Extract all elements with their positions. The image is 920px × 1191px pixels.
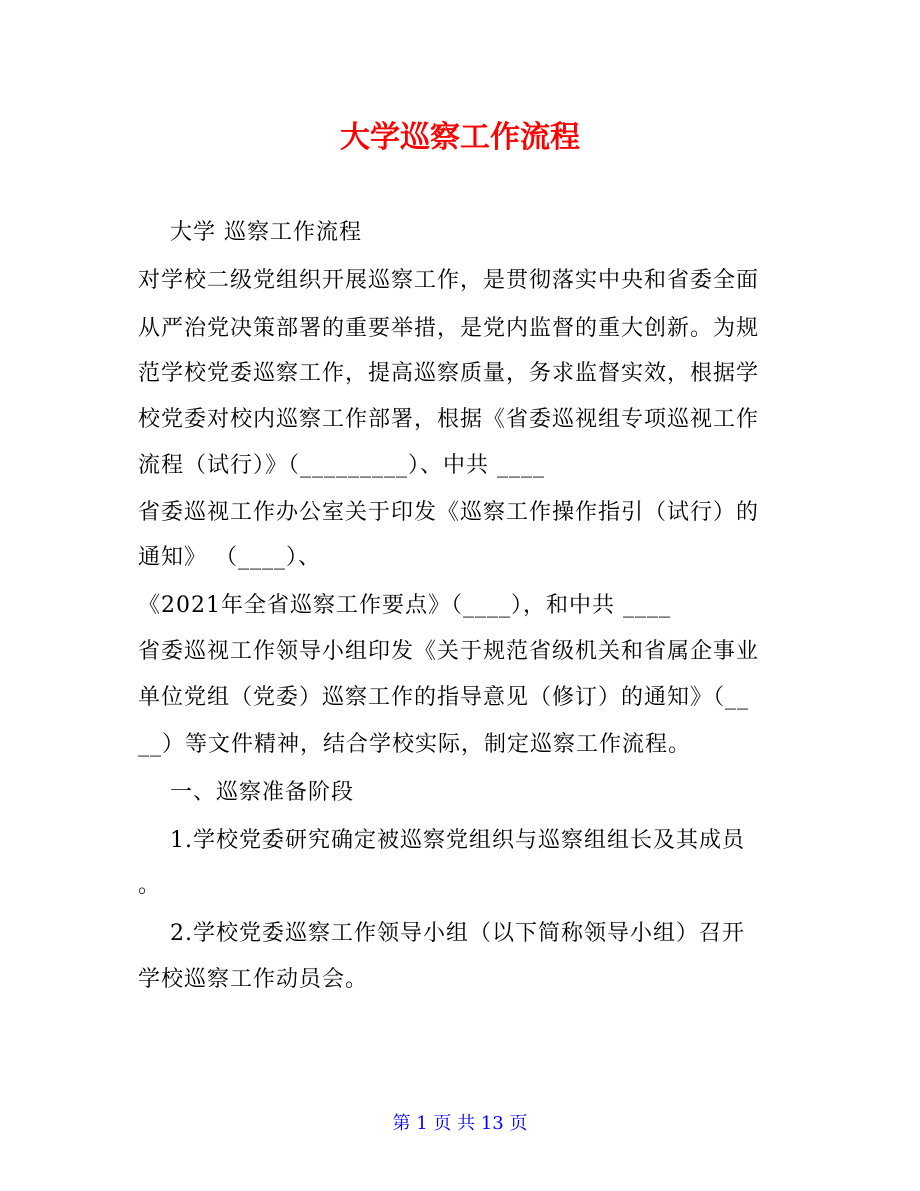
body-line: 从严治党决策部署的重要举措，是党内监督的重大创新。为规 (138, 316, 760, 341)
body-line: 通知》 （____）、 (138, 545, 321, 570)
body-line: 学校巡察工作动员会。 (138, 967, 369, 992)
body-line: 大学 巡察工作流程 (138, 220, 362, 245)
body-line: 。 (138, 873, 162, 898)
body-line: 单位党组（党委）巡察工作的指导意见（修订）的通知》（__ (138, 685, 750, 710)
body-line: __）等文件精神，结合学校实际，制定巡察工作流程。 (138, 732, 692, 757)
body-line: 《2021年全省巡察工作要点》（____），和中共 ____ (138, 593, 671, 618)
section-heading: 一、巡察准备阶段 (138, 780, 354, 805)
body-line: 省委巡视工作领导小组印发《关于规范省级机关和省属企事业 (138, 639, 760, 664)
body-line: 2.学校党委巡察工作领导小组（以下简称领导小组）召开 (138, 921, 745, 946)
body-line: 流程（试行）》（_________）、中共 ____ (138, 453, 545, 478)
page-number-footer: 第 1 页 共 13 页 (392, 1113, 528, 1134)
body-line: 1.学校党委研究确定被巡察党组织与巡察组组长及其成员 (138, 828, 745, 853)
body-line: 校党委对校内巡察工作部署，根据《省委巡视组专项巡视工作 (138, 407, 760, 432)
body-line: 对学校二级党组织开展巡察工作，是贯彻落实中央和省委全面 (138, 268, 760, 293)
page-title: 大学巡察工作流程 (340, 120, 580, 155)
body-line: 范学校党委巡察工作，提高巡察质量，务求监督实效，根据学 (138, 361, 760, 386)
body-line: 省委巡视工作办公室关于印发《巡察工作操作指引（试行）的 (138, 500, 760, 525)
